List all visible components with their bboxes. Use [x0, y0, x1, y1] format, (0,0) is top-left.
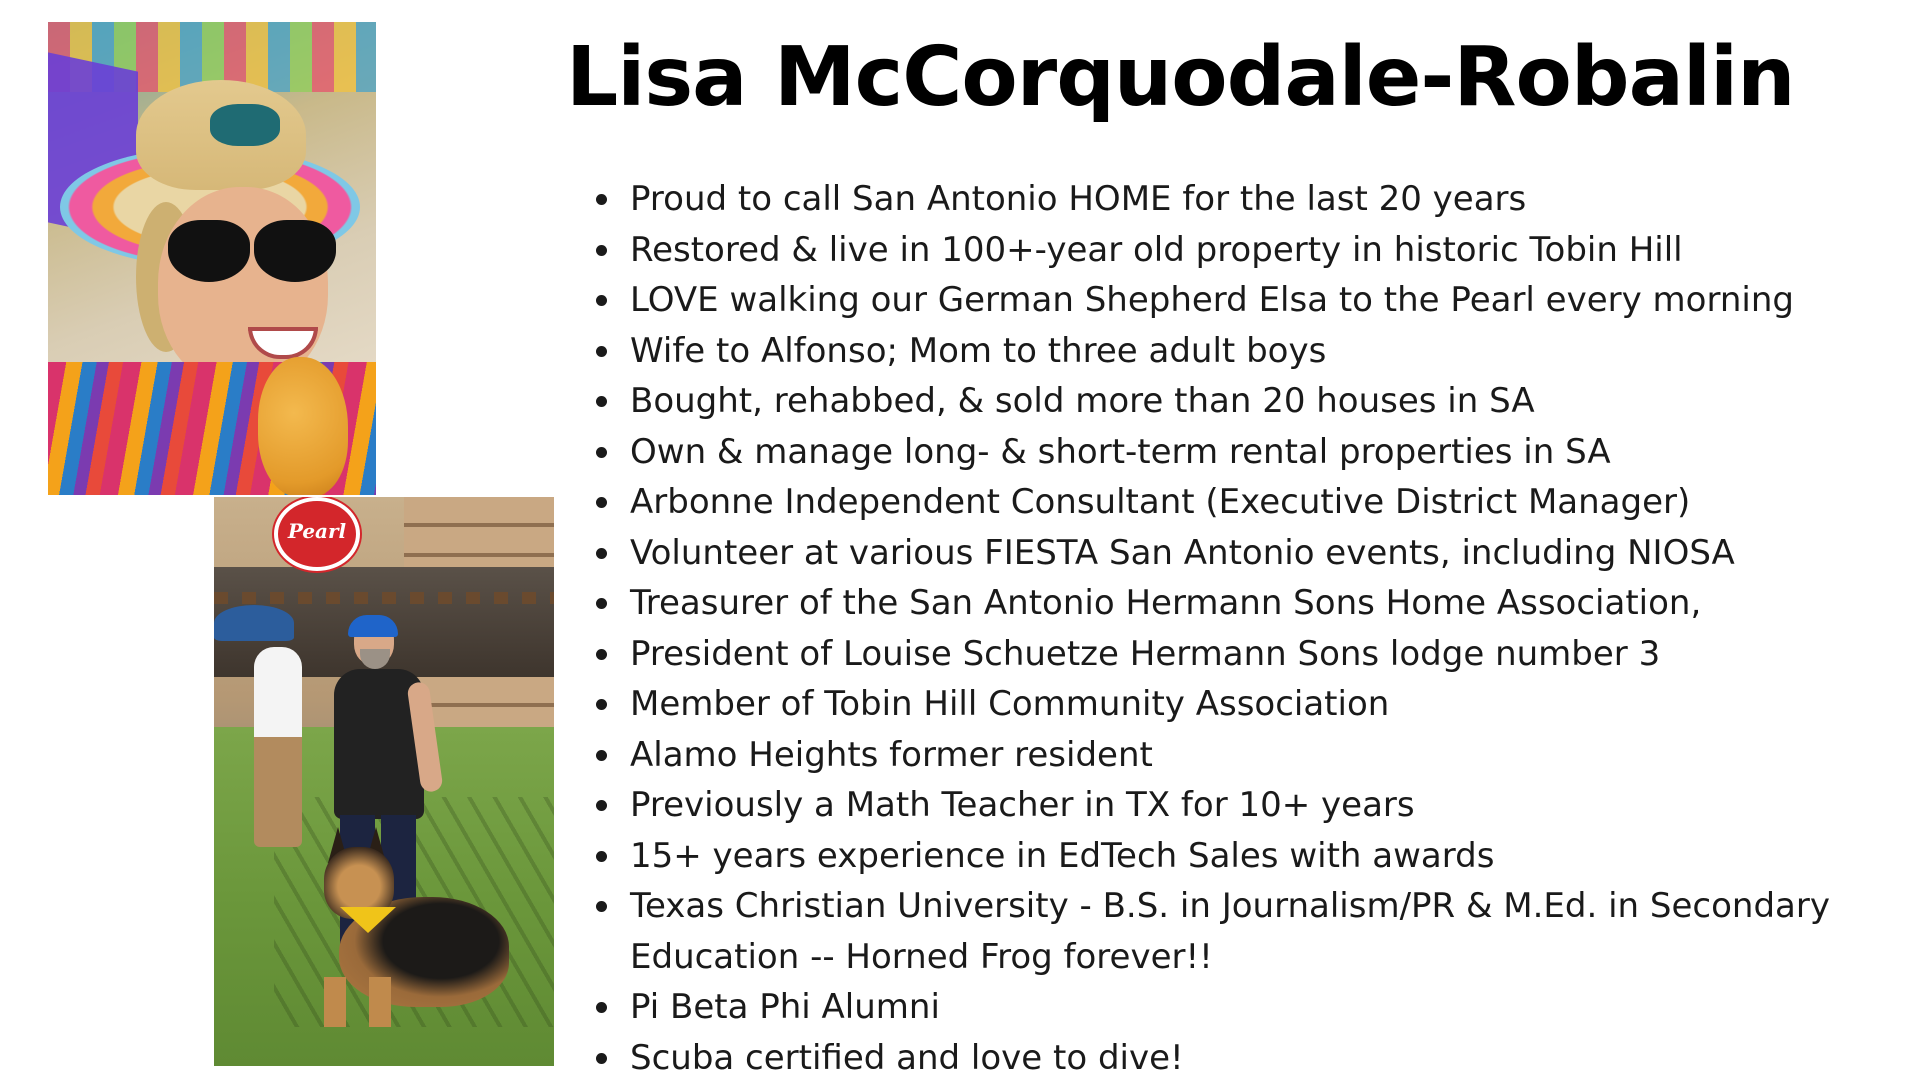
list-item [596, 477, 1896, 528]
bullet-icon [596, 649, 607, 660]
list-item-text: LOVE walking our German Shepherd Elsa to the Pearl every morning [630, 280, 1794, 320]
bullet-icon [596, 396, 607, 407]
bullet-icon [596, 194, 607, 205]
list-item-text: Proud to call San Antonio HOME for the last 20 years [630, 179, 1527, 219]
list-item [596, 831, 1896, 882]
list-item-text: Own & manage long- & short-term rental properties in SA [630, 431, 1611, 472]
list-item-text: Scuba certified and love to dive! [630, 1037, 1184, 1078]
bullet-icon [596, 548, 607, 559]
background-person [254, 647, 302, 847]
bullet-icon [596, 346, 607, 357]
list-item [596, 629, 1896, 680]
list-item-text: Arbonne Independent Consultant (Executive District Manager) [630, 482, 1691, 522]
list-item [596, 376, 1896, 427]
list-item [596, 225, 1896, 276]
bullet-icon [596, 750, 607, 761]
pearl-sign [274, 497, 360, 571]
list-item [596, 881, 1860, 982]
page-title: Lisa McCorquodale-Robalin [566, 30, 1795, 125]
bullet-icon [596, 851, 607, 862]
list-item [596, 780, 1896, 831]
bullet-icon [596, 245, 607, 256]
sunglasses-left-lens [168, 220, 250, 282]
list-item [596, 982, 1896, 1033]
list-item [596, 427, 1896, 478]
bullet-icon [596, 800, 607, 811]
list-item [596, 275, 1896, 326]
pearl-dog-photo [214, 497, 554, 1066]
fiesta-hat-band [210, 104, 280, 146]
bullet-icon [596, 1053, 607, 1064]
list-item [596, 578, 1896, 629]
list-item [596, 1033, 1896, 1080]
list-item-text: President of Louise Schuetze Hermann Sons lodge number 3 [630, 633, 1661, 674]
list-item-text: Wife to Alfonso; Mom to three adult boys [630, 330, 1327, 371]
bullet-icon [596, 447, 607, 458]
list-item-text: Pi Beta Phi Alumni [630, 987, 940, 1027]
fried-snack [258, 357, 348, 495]
bullet-icon [596, 1002, 607, 1013]
list-item-text: Member of Tobin Hill Community Association [630, 684, 1390, 724]
pearl-sign-text: Pearl [287, 519, 347, 543]
list-item [596, 326, 1896, 377]
german-shepherd-legs [324, 977, 424, 1027]
list-item [596, 730, 1896, 781]
list-item-text: Previously a Math Teacher in TX for 10+ years [630, 785, 1415, 825]
blue-cap [348, 615, 398, 637]
list-item-text: Texas Christian University - B.S. in Journalism/PR & M.Ed. in Secondary Education -- Horned Frog forever!! [630, 886, 1830, 977]
list-item-text: Treasurer of the San Antonio Hermann Sons Home Association, [630, 583, 1702, 623]
festival-selfie-photo [48, 22, 376, 495]
bullet-icon [596, 901, 607, 912]
list-item-text: Alamo Heights former resident [630, 734, 1153, 775]
pergola [214, 592, 554, 604]
list-item-text: Bought, rehabbed, & sold more than 20 houses in SA [630, 381, 1535, 421]
list-item [596, 174, 1896, 225]
list-item-text: 15+ years experience in EdTech Sales with awards [630, 835, 1495, 876]
list-item [596, 528, 1896, 579]
list-item-text: Restored & live in 100+-year old property in historic Tobin Hill [630, 229, 1683, 270]
bullet-icon [596, 699, 607, 710]
list-item [596, 679, 1896, 730]
blue-umbrella [214, 605, 294, 641]
sunglasses-right-lens [254, 220, 336, 282]
bullet-icon [596, 295, 607, 306]
list-item-text: Volunteer at various FIESTA San Antonio events, including NIOSA [630, 532, 1735, 573]
bullet-icon [596, 598, 607, 609]
bullet-icon [596, 497, 607, 508]
bio-bullet-list [596, 174, 1896, 1080]
